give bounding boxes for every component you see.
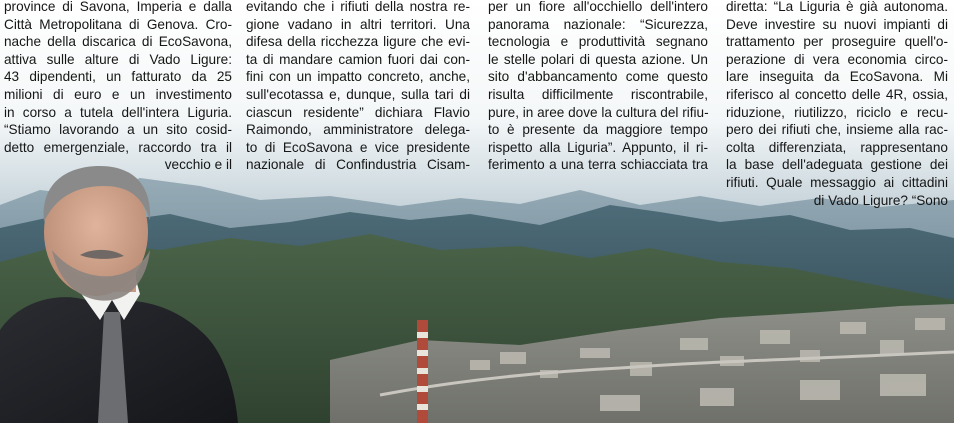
text-line: sull'ecotassa e, dunque, sulla tari di bbox=[246, 86, 470, 102]
text-line: risulta difficilmente riscontrabile, bbox=[488, 86, 708, 102]
text-line: rispetto alla Liguria”. Appunto, il ri- bbox=[488, 139, 708, 155]
text-line: 43 dipendenti, un fatturato da 25 bbox=[4, 69, 232, 85]
text-line: province di Savona, Imperia e dalla bbox=[4, 0, 232, 14]
article-column-2 bbox=[246, 0, 470, 174]
article-column-3 bbox=[488, 0, 708, 174]
text-line: in corso a tutela dell'intera Liguria. bbox=[4, 104, 232, 120]
text-line: Deve investire su nuovi impianti di bbox=[726, 16, 948, 32]
text-line: attiva sulle alture di Vado Ligure: bbox=[4, 51, 232, 67]
text-line: riferisco al concetto delle 4R, ossia, bbox=[726, 86, 948, 102]
text-line: sito d'abbancamento come questo bbox=[488, 69, 708, 85]
text-line: panorama nazionale: “Sicurezza, bbox=[488, 16, 708, 32]
text-line: to è presente da maggiore tempo bbox=[488, 122, 708, 138]
text-line: difesa della ricchezza ligure che evi- bbox=[246, 34, 470, 50]
text-line: riduzione, riutilizzo, riciclo e recu- bbox=[726, 104, 948, 120]
text-line: colta differenziata, rappresentano bbox=[726, 139, 948, 155]
text-line: lare inseguita da EcoSavona. Mi bbox=[726, 69, 948, 85]
text-line: fini con un impatto concreto, anche, bbox=[246, 69, 470, 85]
text-line: “Stiamo lavorando a un sito cosid- bbox=[4, 122, 232, 138]
text-line: vecchio e il bbox=[164, 157, 232, 173]
text-line: detto emergenziale, raccordo tra il bbox=[4, 139, 232, 155]
text-line: di Vado Ligure? “Sono bbox=[813, 192, 948, 208]
text-line: le stelle polari di questa azione. Un bbox=[488, 51, 708, 67]
text-line: ta di mandare camion fuori dai con- bbox=[246, 51, 470, 67]
text-line: gione vadano in altri territori. Una bbox=[246, 16, 470, 32]
text-line: perazione di vera economia circo- bbox=[726, 51, 948, 67]
text-line: Città Metropolitana di Genova. Cro- bbox=[4, 16, 232, 32]
text-line: pero dei rifiuti che, insieme alla rac- bbox=[726, 122, 948, 138]
text-line: rifiuti. Quale messaggio ai cittadini bbox=[726, 174, 948, 190]
article-column-4 bbox=[726, 0, 948, 209]
text-line: trattamento per proseguire quell'o- bbox=[726, 34, 948, 50]
text-line: nache della discarica di EcoSavona, bbox=[4, 34, 232, 50]
text-line: ciascun residente” dichiara Flavio bbox=[246, 104, 470, 120]
text-line: per un fiore all'occhiello dell'intero bbox=[488, 0, 708, 14]
text-line: Raimondo, amministratore delega- bbox=[246, 122, 470, 138]
text-line: nazionale di Confindustria Cisam- bbox=[246, 157, 470, 173]
article-column-1 bbox=[4, 0, 232, 174]
text-line: to di EcoSavona e vice presidente bbox=[246, 139, 470, 155]
text-line: diretta: “La Liguria è già autonoma. bbox=[726, 0, 948, 14]
text-line: evitando che i rifiuti della nostra re- bbox=[246, 0, 470, 14]
text-line: pure, in aree dove la cultura del rifiu- bbox=[488, 104, 709, 120]
chimney bbox=[417, 320, 428, 423]
text-line: milioni di euro e un investimento bbox=[4, 86, 232, 102]
text-line: ferimento a una terra schiacciata tra bbox=[488, 157, 708, 173]
text-line: la base dell'adeguata gestione dei bbox=[726, 157, 948, 173]
text-line: tecnologia e produttività segnano bbox=[488, 34, 708, 50]
